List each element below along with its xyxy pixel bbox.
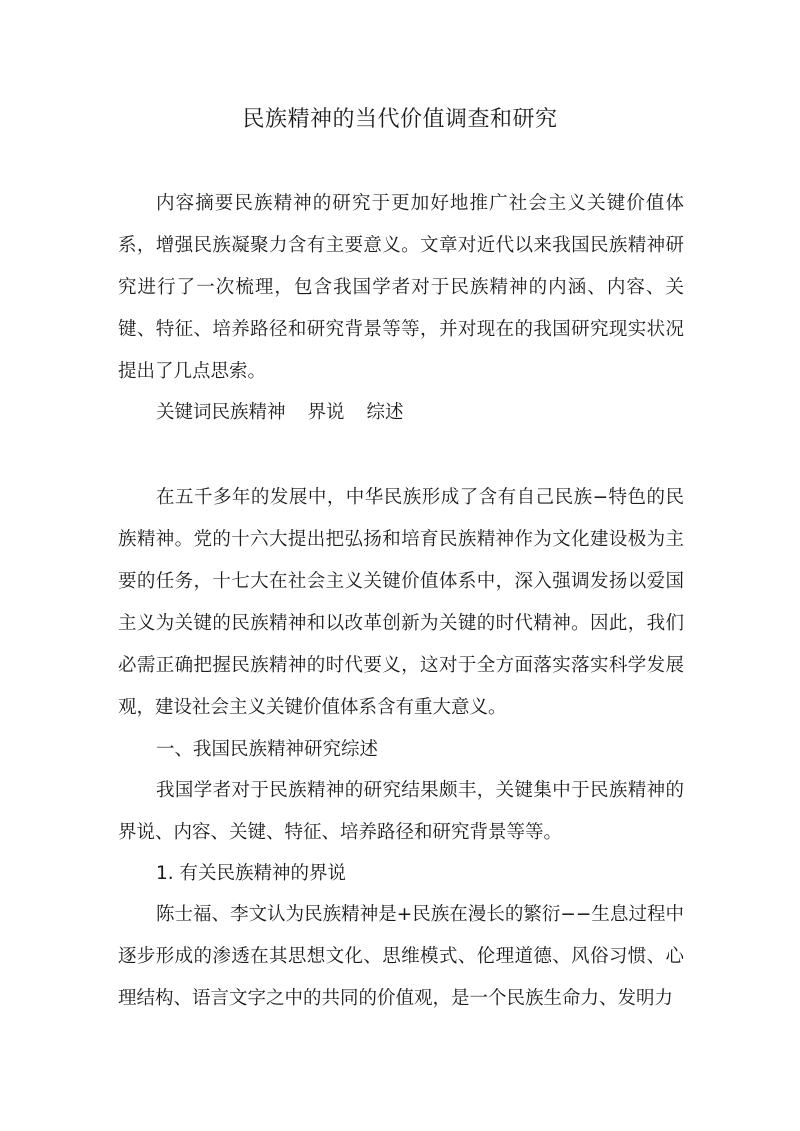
subsection-paragraph: 陈士福、李文认为民族精神是+民族在漫长的繁衍−−生息过程中逐步形成的渗透在其思想文化、思维模式、伦理道德、风俗习惯、心理结构、语言文字之中的共同的价值观，是一个民族生命力、发明力 <box>118 904 684 1009</box>
keywords-line <box>156 392 404 434</box>
keyword-item: 界说 <box>307 402 345 423</box>
keyword-item: 综述 <box>366 402 404 423</box>
section-paragraph: 我国学者对于民族精神的研究结果颇丰，关键集中于民族精神的界说、内容、关键、特征、培养路径和研究背景等等。 <box>118 780 684 843</box>
abstract-paragraph: 内容摘要民族精神的研究于更加好地推广社会主义关键价值体系，增强民族凝聚力含有主要意义。文章对近代以来我国民族精神研究进行了一次梳理，包含我国学者对于民族精神的内涵、内容、关键、特征、培养路径和研究背景等等，并对现在的我国研究现实状况提出了几点思索。 <box>118 193 684 382</box>
subsection-heading: 1. 有关民族精神的界说 <box>156 863 347 884</box>
section-heading: 一、我国民族精神研究综述 <box>156 739 379 760</box>
intro-paragraph: 在五千多年的发展中，中华民族形成了含有自己民族−特色的民族精神。党的十六大提出把弘扬和培育民族精神作为文化建设极为主要的任务，十七大在社会主义关键价值体系中，深入强调发扬以爱国主义为关键的民族精神和以改革创新为关键的时代精神。因此，我们必需正确把握民族精神的时代要义，这对于全方面落实落实科学发展观，建设社会主义关键价值体系含有重大意义。 <box>118 487 684 718</box>
keywords-label: 关键词民族精神 <box>156 402 286 423</box>
document-title: 民族精神的当代价值调查和研究 <box>242 107 558 132</box>
